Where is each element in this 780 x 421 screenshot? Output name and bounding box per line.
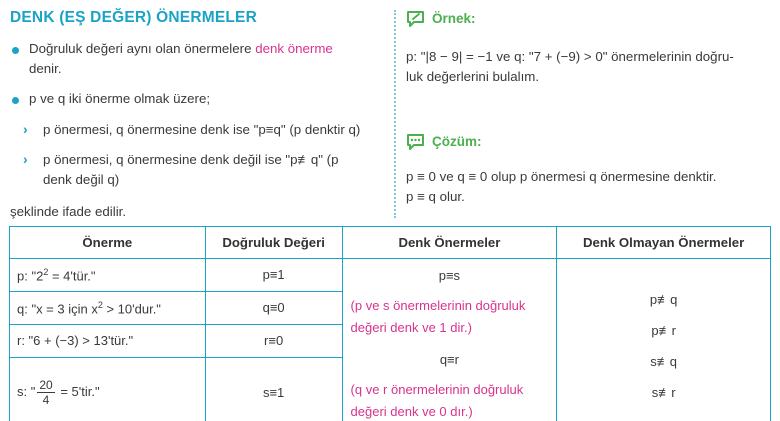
table-header-row <box>10 227 771 259</box>
solution-heading: Çözüm: <box>432 134 482 149</box>
sub-item-text: p önermesi, q önermesine denk değil ise "p≢q" (p <box>43 152 339 167</box>
note-line: değeri denk ve 1 dir.) <box>350 320 472 335</box>
numerator: 20 <box>39 377 53 392</box>
proposition-text: s: " <box>17 383 36 399</box>
exponent: 2 <box>97 299 103 310</box>
equivalence-note <box>349 379 551 421</box>
chevron-right-icon: › <box>23 121 28 137</box>
sub-item-text: denk değil q) <box>43 172 120 187</box>
note-line: değeri denk ve 0 dır.) <box>350 404 473 419</box>
note-line: (q ve r önermelerinin doğruluk <box>350 382 524 397</box>
non-equivalence-relation: s≢r <box>651 385 676 400</box>
bullet-icon <box>12 47 19 54</box>
equivalence-note <box>349 295 551 339</box>
truth-value-cell: p≡1 <box>205 259 342 292</box>
footer-text: şeklinde ifade edilir. <box>10 204 127 219</box>
sub-item-not-equivalent <box>43 150 388 190</box>
proposition-text: = 5'tir." <box>56 383 100 399</box>
definition-highlight: denk önerme <box>255 41 333 56</box>
non-equivalence-relation: s≢q <box>650 354 677 369</box>
denominator: 4 <box>42 392 50 407</box>
proposition-text: > 10'dur." <box>102 301 161 317</box>
definition-end: denir. <box>29 61 62 76</box>
equivalence-relation: q≡r <box>439 352 459 367</box>
proposition-text: = 4'tür." <box>48 268 96 284</box>
bullet-icon <box>12 97 19 104</box>
example-icon <box>406 10 425 27</box>
solution-line: p ≡ q olur. <box>406 189 465 204</box>
proposition-cell <box>10 357 206 421</box>
definition-text: Doğruluk değeri aynı olan önermelere <box>29 41 252 56</box>
non-equivalent-cell <box>557 259 771 421</box>
non-equivalence-relation: p≢q <box>649 292 678 307</box>
column-header: Doğruluk Değeri <box>205 227 342 259</box>
fraction <box>37 378 54 407</box>
column-divider <box>394 10 396 218</box>
truth-value-cell: q≡0 <box>205 291 342 324</box>
table-row <box>10 259 771 292</box>
equivalence-relation: p≡s <box>438 268 461 283</box>
column-header: Denk Önermeler <box>342 227 557 259</box>
chevron-right-icon: › <box>23 151 28 167</box>
example-text <box>406 47 776 87</box>
truth-value-cell: r≡0 <box>205 324 342 357</box>
example-heading: Örnek: <box>432 11 476 26</box>
example-line: p: "|8 − 9| = −1 ve q: "7 + (−9) > 0" önermelerinin doğru- <box>406 49 734 64</box>
solution-line: p ≡ 0 ve q ≡ 0 olup p önermesi q önermesine denktir. <box>406 169 717 184</box>
proposition-cell: r: "6 + (−3) > 13'tür." <box>10 324 206 357</box>
solution-text <box>406 167 776 207</box>
proposition-cell <box>10 259 206 292</box>
column-header: Denk Olmayan Önermeler <box>557 227 771 259</box>
column-header: Önerme <box>10 227 206 259</box>
equivalent-cell <box>342 259 557 421</box>
truth-value-cell: s≡1 <box>205 357 342 421</box>
note-line: (p ve s önermelerinin doğruluk <box>350 298 526 313</box>
proposition-cell <box>10 291 206 324</box>
sub-item-equivalent: p önermesi, q önermesine denk ise "p≡q" (p denktir q) <box>43 122 361 137</box>
example-line: luk değerlerini bulalım. <box>406 69 540 84</box>
non-equivalence-relation: p≢r <box>651 323 676 338</box>
solution-icon <box>406 133 425 150</box>
bullet-definition <box>29 39 384 79</box>
equivalence-table <box>9 226 771 421</box>
bullet-premise: p ve q iki önerme olmak üzere; <box>29 91 211 106</box>
section-title: DENK (EŞ DEĞER) ÖNERMELER <box>10 9 257 26</box>
proposition-text: p: "2 <box>17 268 44 284</box>
exponent: 2 <box>43 266 49 277</box>
proposition-text: q: "x = 3 için x <box>17 301 98 317</box>
